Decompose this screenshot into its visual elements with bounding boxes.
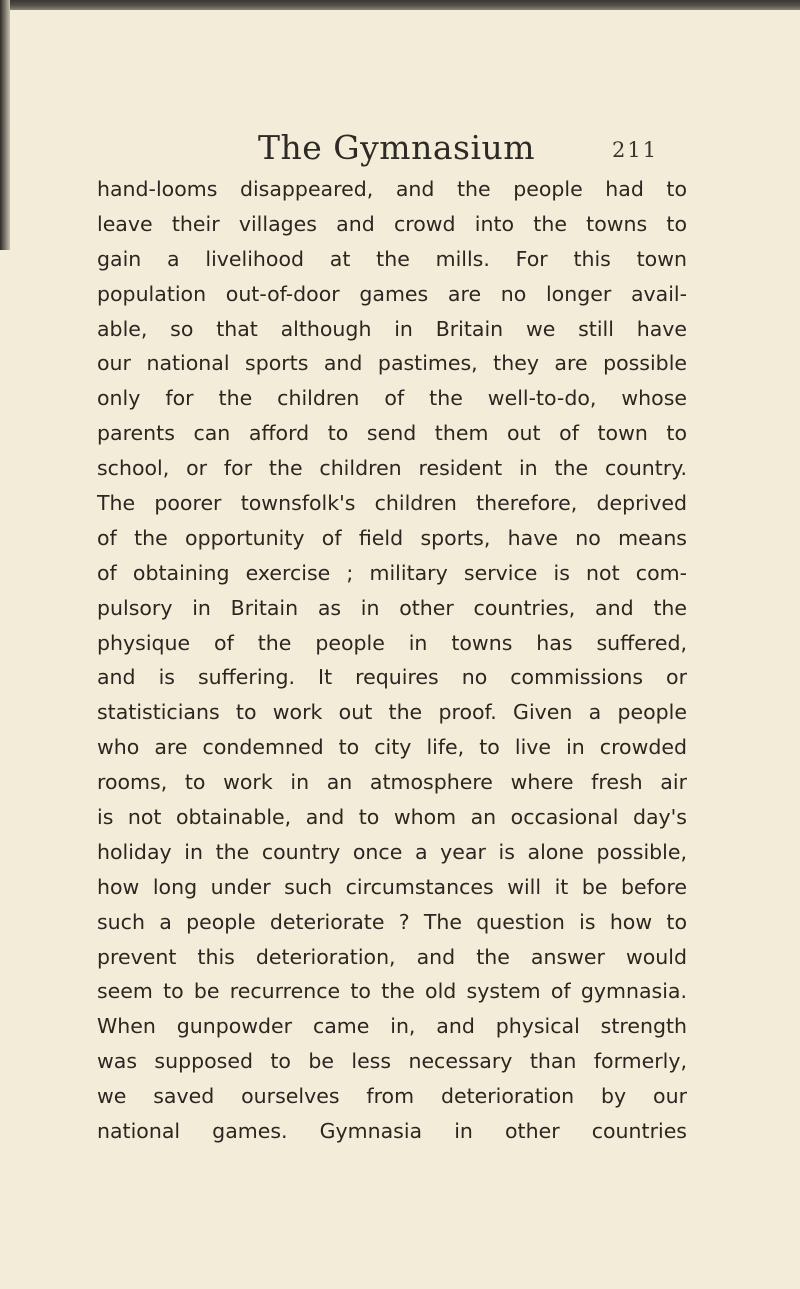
text-line: rooms, to work in an atmosphere where fresh air (97, 770, 687, 795)
text-line: holiday in the country once a year is alone possible, (97, 839, 687, 864)
text-line: of the opportunity of field sports, have no means (97, 525, 687, 550)
text-line: physique of the people in towns has suffered, (97, 630, 687, 655)
text-line: population out-of-door games are no longer avail- (97, 281, 687, 306)
text-line: hand-looms disappeared, and the people had to (97, 177, 687, 201)
text-line: prevent this deterioration, and the answer would (97, 944, 687, 969)
text-line: able, so that although in Britain we still have (97, 316, 687, 341)
text-line: we saved ourselves from deterioration by our (97, 1084, 687, 1109)
text-line: how long under such circumstances will it be before (97, 874, 687, 899)
text-line: leave their villages and crowd into the towns to (97, 211, 687, 236)
page-left-edge (0, 0, 10, 250)
page-number: 211 (612, 138, 659, 162)
text-line: only for the children of the well-to-do, whose (97, 386, 687, 411)
text-line: such a people deteriorate ? The question is how to (97, 909, 687, 934)
text-line: statisticians to work out the proof. Given a people (97, 700, 687, 725)
text-line: who are condemned to city life, to live in crowded (97, 735, 687, 760)
page-top-edge (0, 0, 800, 10)
text-line: was supposed to be less necessary than formerly, (97, 1049, 687, 1074)
text-line: pulsory in Britain as in other countries, and the (97, 595, 687, 620)
text-line: national games. Gymnasia in other countries (97, 1119, 687, 1144)
body-text (97, 172, 687, 1149)
running-head: The Gymnasium (258, 128, 536, 167)
text-line: our national sports and pastimes, they are possible (97, 351, 687, 376)
text-line: seem to be recurrence to the old system of gymnasia. (97, 979, 687, 1004)
text-line: parents can afford to send them out of town to (97, 421, 687, 446)
text-line: school, or for the children resident in the country. (97, 456, 687, 481)
text-line: is not obtainable, and to whom an occasional day's (97, 805, 687, 830)
text-line: When gunpowder came in, and physical strength (97, 1014, 687, 1039)
text-line: and is suffering. It requires no commissions or (97, 665, 687, 690)
text-line: of obtaining exercise ; military service is not com- (97, 560, 687, 585)
text-line: The poorer townsfolk's children therefore, deprived (97, 491, 687, 516)
text-line: gain a livelihood at the mills. For this town (97, 246, 687, 271)
